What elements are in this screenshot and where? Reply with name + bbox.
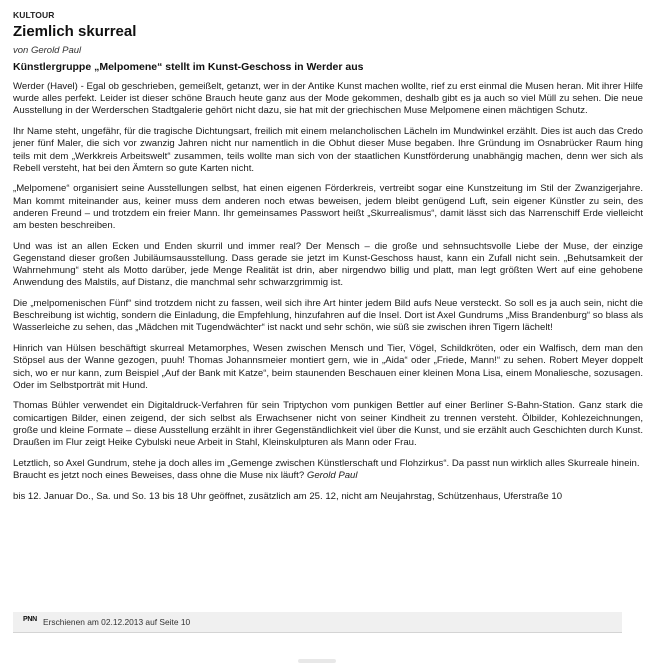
paragraph: Die „melpomenischen Fünf“ sind trotzdem nicht zu fassen, weil sich ihre Art hinter jedem Bild aufs Neue versteckt. So soll es ja auch sein, nicht die Beschreibung ist wichtig, sondern die Einladung, die Empfehlung, hinzufahren auf die Insel. Dort ist Axel Gundrums „Miss Brandenburg“ so blass als Wasserleiche zu sehen, das „Mädchen mit Tugendwächter“ ist nackt und sehr schön, wie süß sie zwischen ihren Tigern lächelt! [13,298,643,334]
byline: von Gerold Paul [13,45,82,56]
paragraph: Thomas Bühler verwendet ein Digitaldruck-Verfahren für sein Triptychon vom punkigen Bettler auf einer Berliner S-Bahn-Station. Ganz stark die comicartigen Bilder, einen zeigend, der sich selbst als Erwachsener nicht von seiner Kindheit zu trennen versteht. Ölbilder, Kohlezeichnungen, große und kleine Formate – diese Ausstellung erzählt in ihrer Gegenständlichkeit viel über die Kunst, und sie erzählt auch Geschichten durch Kunst. Draußen im Flur zeigt Heike Cybulski neue Arbeit in Stahl, Kleinskulpturen als Mann oder Frau. [13,400,643,449]
article-page [13,10,643,511]
author-signature: Gerold Paul [306,469,358,481]
exhibition-info: bis 12. Januar Do., Sa. und So. 13 bis 18 Uhr geöffnet, zusätzlich am 25. 12, nicht am Neujahrstag, Schützenhaus, Uferstraße 10 [13,490,563,502]
faint-watermark [298,659,336,663]
paragraph: Und was ist an allen Ecken und Enden skurril und immer real? Der Mensch – die große und sehnsuchtsvolle Liebe der Muse, der einzige Gegenstand dieser großen Jubiläumsausstellung. Dass gerade sie jetzt im Kunst-Geschoss haust, kann ein Zufall nicht sein. „Behutsamkeit der Wahrnehmung“ steht als Motto darüber, jede Menge Realität ist drin, aber nirgendwo billig und platt, man legt größten Wert auf eine gehobene Anwendung des Malstils, auf Distanz, die manchmal sehr schwarzgrimmig ist. [13,240,643,289]
pnn-logo: PNN [23,616,37,623]
publication-footer [13,612,622,633]
section-kicker: KULTOUR [13,10,55,20]
article-body [13,81,643,503]
paragraph: Hinrich van Hülsen beschäftigt skurreal Metamorphes, Wesen zwischen Mensch und Tier, Vögel, Schildkröten, oder ein Walfisch, dem man den Stöpsel aus der Wanne gezogen, puuh! Thomas Johannsmeier montiert gern, wie in „Aida“ oder „Friede, Mann!“ zu sehen. Robert Meyer doppelt sich, wo er nur kann, zum Beispiel „Auf der Bank mit Katze“, beim staunenden Beschauen einer kleinen Mona Lisa, einem Monaliesche, sozusagen. Oder im Selbstporträt mit Hund. [13,343,643,391]
article-subtitle: Künstlergruppe „Melpomene“ stellt im Kunst-Geschoss in Werder aus [13,61,364,73]
article-title: Ziemlich skurreal [13,23,137,40]
paragraph: „Melpomene“ organisiert seine Ausstellungen selbst, hat einen eigenen Förderkreis, vertreibt sogar eine Kunstzeitung im Stil der Zwanzigerjahre. Man kommt miteinander aus, keiner muss dem anderen noch etwas beweisen, jedem bleibt genügend Luft, sein eigener Künstler zu sein, des anderen Freund – und trotzdem ein freier Mann. Ihr gemeinsames Passwort heißt „Skurrealismus“, damit lässt sich das Narrenschiff Erde vielleicht am besten beschreiben. [13,183,643,232]
paragraph: Werder (Havel) - Egal ob geschrieben, gemeißelt, getanzt, wer in der Antike Kunst machen wollte, rief zu erst einmal die Musen heran. Mit ihrer Hilfe wurde alles perfekt. Leider ist dieser schöne Brauch heute ganz aus der Mode gekommen, deshalb gibt es ja auch so viel Müll zu sehen. Die neue Ausstellung in der Werderschen Stadtgalerie gehört nicht dazu, sie hat mit der griechischen Muse Melpomene einen mächtigen Schutz. [13,81,643,117]
publication-date: Erschienen am 02.12.2013 auf Seite 10 [43,617,191,627]
paragraph [13,458,643,482]
paragraph-text: Letztlich, so Axel Gundrum, stehe ja doch alles im „Gemenge zwischen Künstlerschaft und Flohzirkus“. Da passt nun wirklich alles Skurreale hinein. Braucht es jetzt noch eines Beweises, dass ohne die Muse nix läuft? [13,457,640,481]
paragraph: Ihr Name steht, ungefähr, für die tragische Dichtungsart, freilich mit einem melancholischen Lächeln im Mundwinkel erzählt. Dies ist auch das Credo jener fünf Maler, die sich vor zwanzig Jahren nicht nur namentlich in die Obhut dieser Muse begaben. Ihre Gründung im Osnabrücker Raum hing teils mit dem „Werkkreis Arbeitswelt“ zusammen, teils wollte man sich von der staatlichen Kunstförderung unabhängig machen, denn wer sich als Rebell versteht, hat bei den Ämtern so gute Karten nicht. [13,126,643,174]
